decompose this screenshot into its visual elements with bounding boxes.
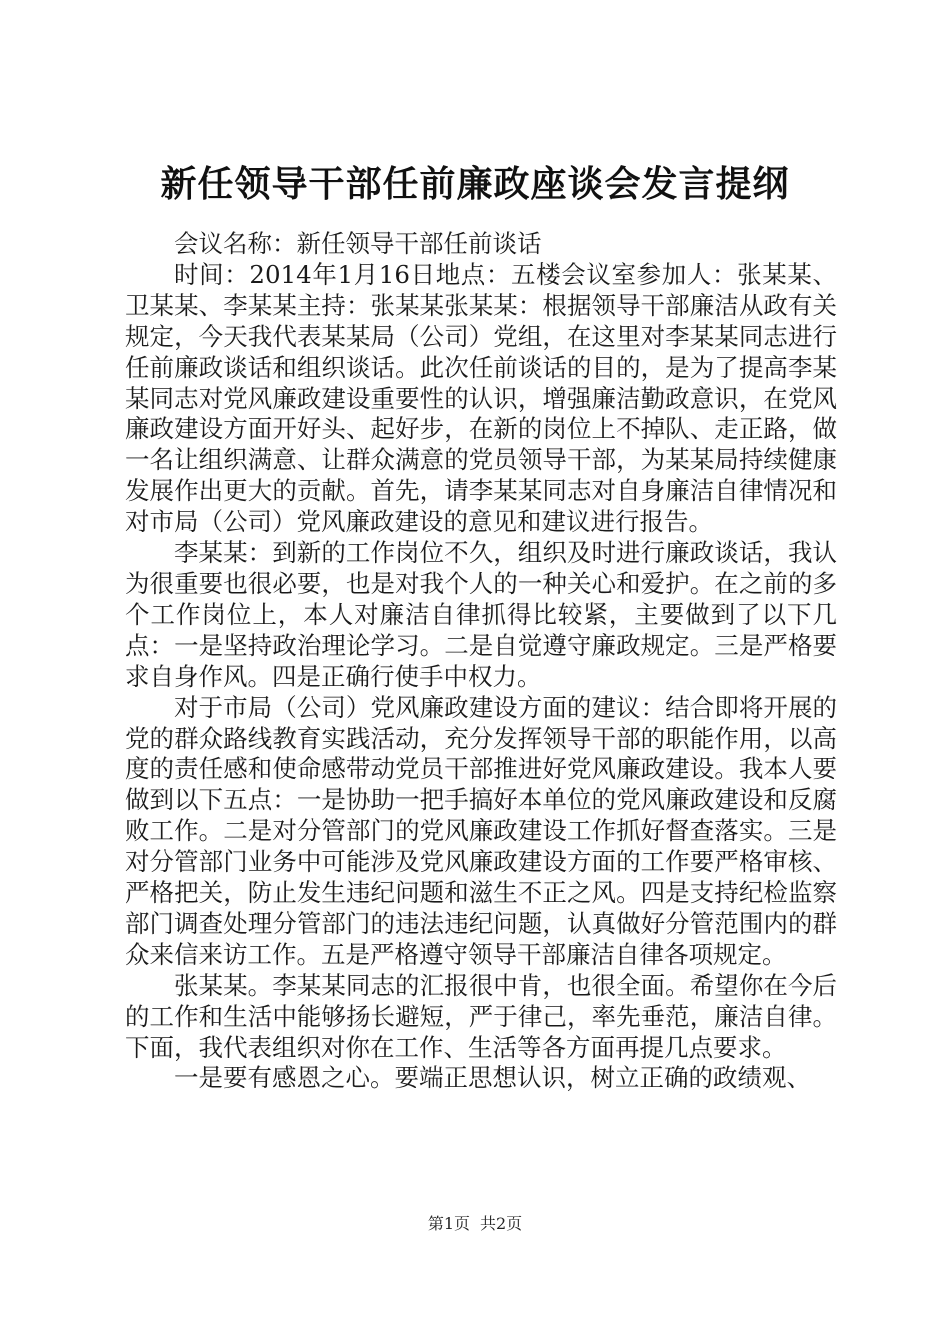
page-footer: [0, 1213, 950, 1235]
page-number-current: 第1页: [427, 1214, 470, 1233]
document-title: 新任领导干部任前廉政座谈会发言提纲: [160, 163, 790, 205]
paragraph-meeting-info: 时间：2014年1月16日地点：五楼会议室参加人：张某某、卫某某、李某某主持：张某某张某某：根据领导干部廉洁从政有关规定，今天我代表某某局（公司）党组，在这里对李某某同志进行任前廉政谈话和组织谈话。此次任前谈话的目的，是为了提高李某某同志对党风廉政建设重要性的认识，增强廉洁勤政意识，在党风廉政建设方面开好头、起好步，在新的岗位上不掉队、走正路，做一名让组织满意、让群众满意的党员领导干部，为某某局持续健康发展作出更大的贡献。首先，请李某某同志对自身廉洁自律情况和对市局（公司）党风廉政建设的意见和建议进行报告。: [125, 259, 837, 537]
page-number-total: 共2页: [480, 1214, 523, 1233]
paragraph-suggestions: 对于市局（公司）党风廉政建设方面的建议：结合即将开展的党的群众路线教育实践活动，充分发挥领导干部的职能作用，以高度的责任感和使命感带动党员干部推进好党风廉政建设。我本人要做到以下五点：一是协助一把手搞好本单位的党风廉政建设和反腐败工作。二是对分管部门的党风廉政建设工作抓好督查落实。三是对分管部门业务中可能涉及党风廉政建设方面的工作要严格审核、严格把关，防止发生违纪问题和滋生不正之风。四是支持纪检监察部门调查处理分管部门的违法违纪问题，认真做好分管范围内的群众来信来访工作。五是严格遵守领导干部廉洁自律各项规定。: [125, 692, 837, 969]
paragraph-requirement-one: 一是要有感恩之心。要端正思想认识，树立正确的政绩观、: [174, 1063, 811, 1093]
paragraph-li-statement: 李某某：到新的工作岗位不久，组织及时进行廉政谈话，我认为很重要也很必要，也是对我个人的一种关心和爱护。在之前的多个工作岗位上，本人对廉洁自律抓得比较紧，主要做到了以下几点：一是坚持政治理论学习。二是自觉遵守廉政规定。三是严格要求自身作风。四是正确行使手中权力。: [125, 538, 837, 691]
paragraph-meeting-name: 会议名称：新任领导干部任前谈话: [174, 229, 542, 258]
document-body: [125, 229, 837, 1094]
paragraph-zhang-response: 张某某。李某某同志的汇报很中肯，也很全面。希望你在今后的工作和生活中能够扬长避短，严于律己，率先垂范，廉洁自律。下面，我代表组织对你在工作、生活等各方面再提几点要求。: [125, 970, 837, 1062]
